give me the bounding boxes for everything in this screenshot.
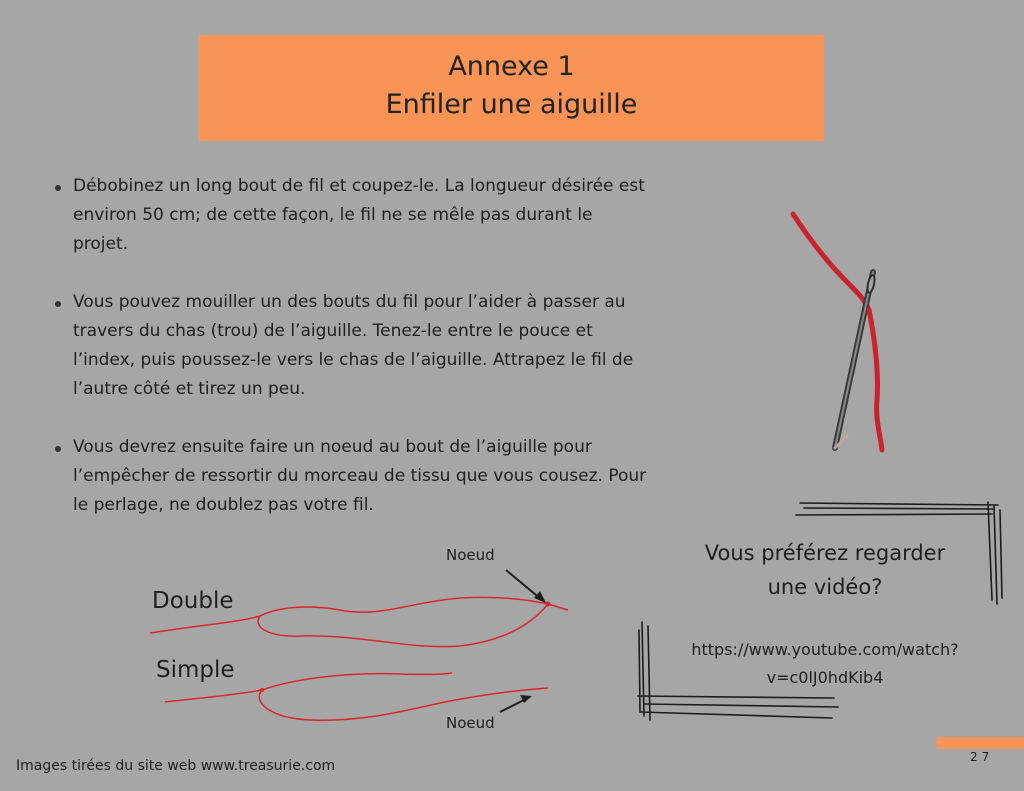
simple-thread-label: Simple [156,657,235,683]
image-credit: Images tirées du site web www.treasurie.com [16,758,336,774]
double-thread-label: Double [152,588,234,614]
page-accent-bar [937,737,1024,749]
thread-diagram [140,540,620,740]
instruction-item: Vous pouvez mouiller un des bouts du fil pour l’aider à passer au travers du chas (trou) de l’aiguille. Tenez-le entre le pouce et l’index, puis poussez-le vers le chas de l’aiguille. Attrapez le fil de l’autre côté et tirez un peu. [52,288,652,404]
video-question: Vous préférez regarder une vidéo? [704,541,946,599]
page-number: 27 [970,750,994,764]
video-link[interactable]: https://www.youtube.com/watch?v=c0lJ0hdKib4 [691,640,959,687]
instruction-list [52,172,652,549]
annex-title: Annexe 1 [448,51,575,82]
instruction-item: Vous devrez ensuite faire un noeud au bout de l’aiguille pour l’empêcher de ressortir du morceau de tissu que vous cousez. Pour le perlage, ne doublez pas votre fil. [52,433,652,520]
needle-thread-illustration [785,210,895,455]
knot-label-bottom: Noeud [446,714,495,732]
title-banner [199,35,824,141]
page-title: Enfiler une aiguille [385,89,638,120]
instruction-item: Débobinez un long bout de fil et coupez-le. La longueur désirée est environ 50 cm; de cette façon, le fil ne se mêle pas durant le projet. [52,172,652,259]
knot-label-top: Noeud [446,546,495,564]
